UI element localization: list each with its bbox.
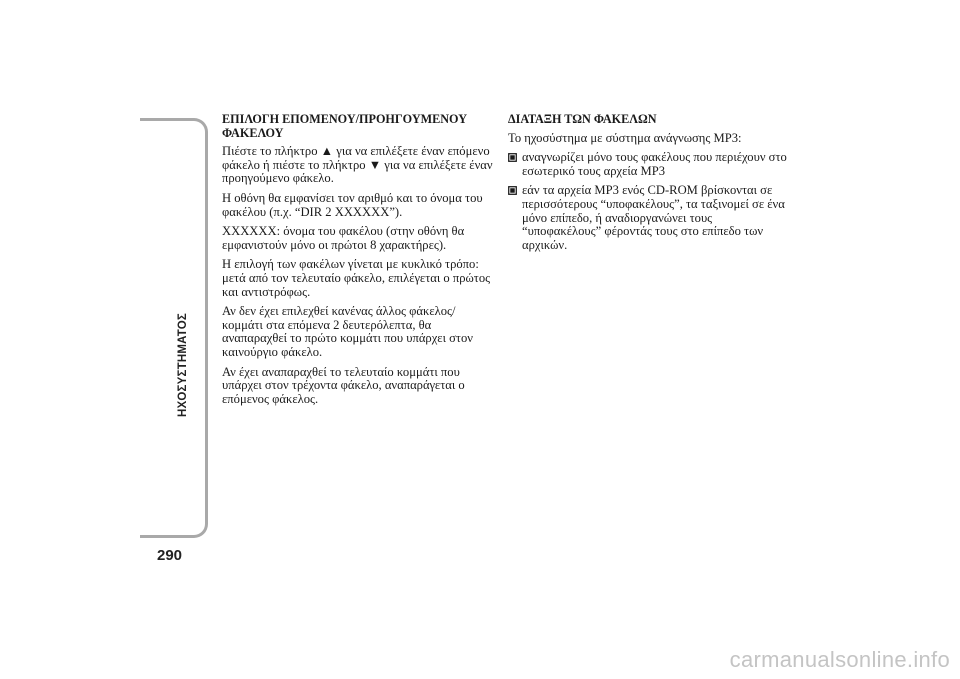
- paragraph: Το ηχοσύστημα με σύστημα ανάγνωσης MP3:: [508, 130, 742, 145]
- square-bullet-icon: [508, 186, 517, 195]
- square-bullet-icon: [508, 153, 517, 162]
- section-side-label: ΗΧΟΣΥΣΤΗΜΑΤΟΣ: [177, 313, 189, 417]
- list-item-text: αναγνωρίζει μόνο τους φακέλους που περιέχουν στο εσωτερικό τους αρχεία MP3: [522, 150, 787, 178]
- paragraph: Αν δεν έχει επιλεχθεί κανένας άλλος φάκελος/κομμάτι στα επόμενα 2 δευτερόλεπτα, θα αναπαραχθεί το πρώτο κομμάτι που υπάρχει στον καινούργιο φάκελο.: [222, 304, 473, 359]
- list-item: [508, 184, 790, 252]
- paragraph: XXXXXX: όνομα του φακέλου (στην οθόνη θα εμφανιστούν μόνο οι πρώτοι 8 χαρακτήρες).: [222, 224, 465, 252]
- right-column: [508, 113, 790, 258]
- list-item-text: εάν τα αρχεία MP3 ενός CD-ROM βρίσκονται σε περισσότερους “υποφακέλους”, τα ταξινομεί σε ένα μόνο επίπεδο, ή αναδιοργανώνει τους “υποφακέλους” φέροντάς τους στο επίπεδο των αρχικών.: [522, 183, 785, 252]
- paragraph: Η επιλογή των φακέλων γίνεται με κυκλικό τρόπο: μετά από τον τελευταίο φάκελο, επιλέγεται ο πρώτος και αντιστρόφως.: [222, 257, 491, 299]
- left-column: [222, 113, 494, 412]
- side-tab-frame: [140, 118, 208, 538]
- bullet-list: [508, 151, 790, 252]
- list-item: [508, 151, 790, 178]
- paragraph: Πιέστε το πλήκτρο ▲ για να επιλέξετε έναν επόμενο φάκελο ή πιέστε το πλήκτρο ▼ για να επιλέξετε έναν προηγούμενο φάκελο.: [222, 144, 493, 186]
- paragraph: Αν έχει αναπαραχθεί το τελευταίο κομμάτι που υπάρχει στον τρέχοντα φάκελο, αναπαράγεται ο επόμενος φάκελος.: [222, 364, 465, 406]
- page-number: 290: [157, 547, 183, 564]
- section-heading-folder-select: ΕΠΙΛΟΓΗ ΕΠΟΜΕΝΟΥ/ΠΡΟΗΓΟΥΜΕΝΟΥ ΦΑΚΕΛΟΥ: [222, 112, 468, 140]
- section-heading-folder-layout: ΔΙΑΤΑΞΗ ΤΩΝ ΦΑΚΕΛΩΝ: [508, 112, 657, 126]
- watermark: carmanualsonline.info: [729, 647, 950, 672]
- paragraph: Η οθόνη θα εμφανίσει τον αριθμό και το όνομα του φακέλου (π.χ. “DIR 2 XXXXXX”).: [222, 190, 483, 219]
